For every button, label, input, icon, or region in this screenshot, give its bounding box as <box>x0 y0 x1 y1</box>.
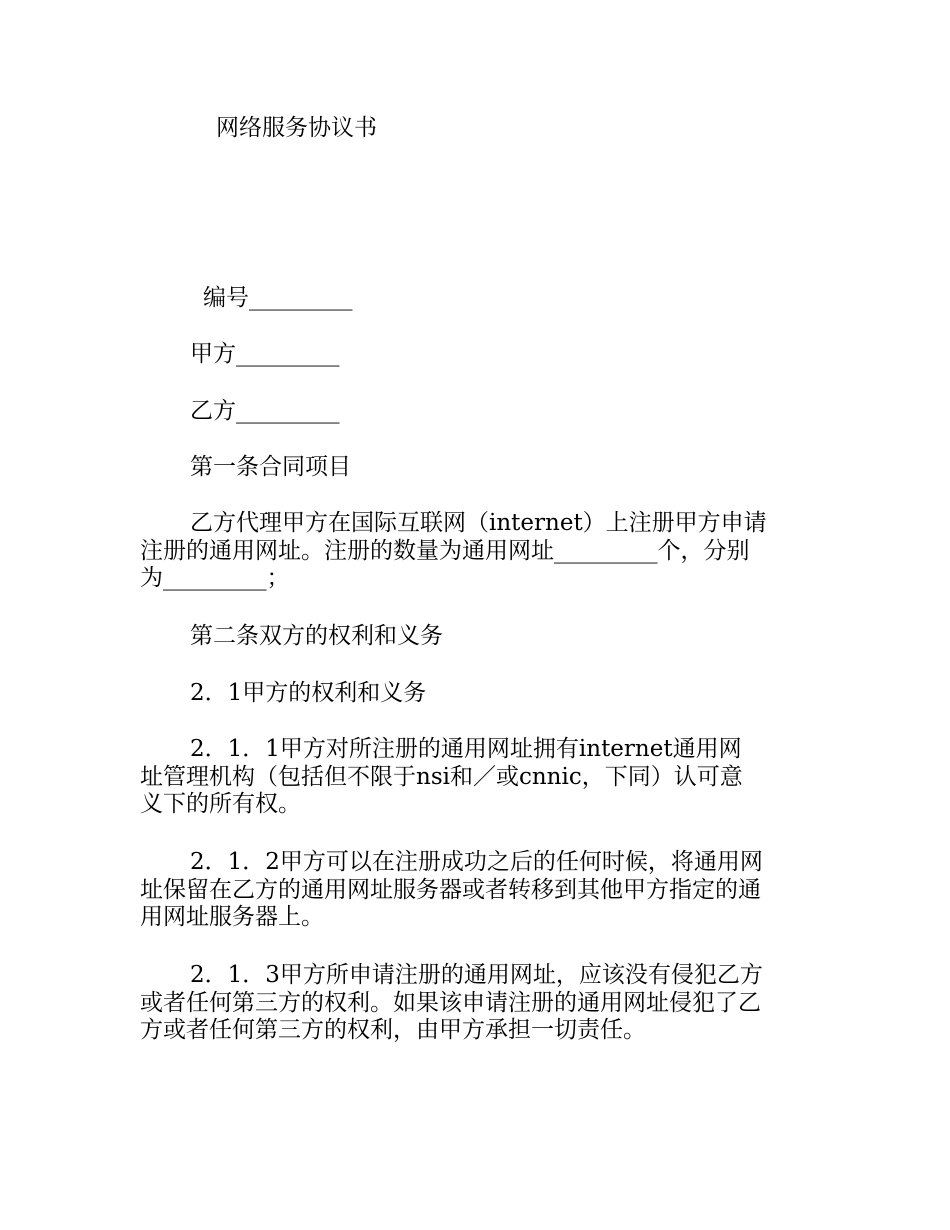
clause-2-1-1 <box>140 736 820 819</box>
clause-2-1-2 <box>140 849 820 932</box>
clause-line: 义下的所有权。 <box>140 791 301 817</box>
clause-line: 2．1．1甲方对所注册的通用网址拥有internet通用网 <box>190 736 742 762</box>
clause-line: 用网址服务器上。 <box>140 904 324 930</box>
clause-line: 2．1．2甲方可以在注册成功之后的任何时候，将通用网 <box>190 849 763 875</box>
document-title: 网络服务协议书 <box>216 115 377 141</box>
party-a-line: 甲方_________ <box>190 341 340 367</box>
article-1-body-line: 乙方代理甲方在国际互联网（internet）上注册甲方申请 <box>190 510 767 536</box>
clause-2-1-3 <box>140 962 820 1045</box>
clause-line: 方或者任何第三方的权利，由甲方承担一切责任。 <box>140 1017 646 1043</box>
section-2-1-heading: 2．1甲方的权利和义务 <box>190 680 427 706</box>
clause-line: 或者任何第三方的权利。如果该申请注册的通用网址侵犯了乙 <box>140 989 761 1016</box>
article-2-heading: 第二条双方的权利和义务 <box>190 623 443 649</box>
contract-number-line: 编号_________ <box>203 285 353 311</box>
article-1-body <box>140 510 820 593</box>
party-b-line: 乙方_________ <box>190 398 340 424</box>
clause-line: 址管理机构（包括但不限于nsi和／或cnnic，下同）认可意 <box>140 763 743 790</box>
clause-line: 2．1．3甲方所申请注册的通用网址，应该没有侵犯乙方 <box>190 962 763 988</box>
clause-line: 址保留在乙方的通用网址服务器或者转移到其他甲方指定的通 <box>140 876 761 903</box>
article-1-body-line: 为_________； <box>140 565 290 591</box>
article-1-body-line: 注册的通用网址。注册的数量为通用网址_________个，分别 <box>140 537 750 564</box>
article-1-heading: 第一条合同项目 <box>190 454 351 480</box>
